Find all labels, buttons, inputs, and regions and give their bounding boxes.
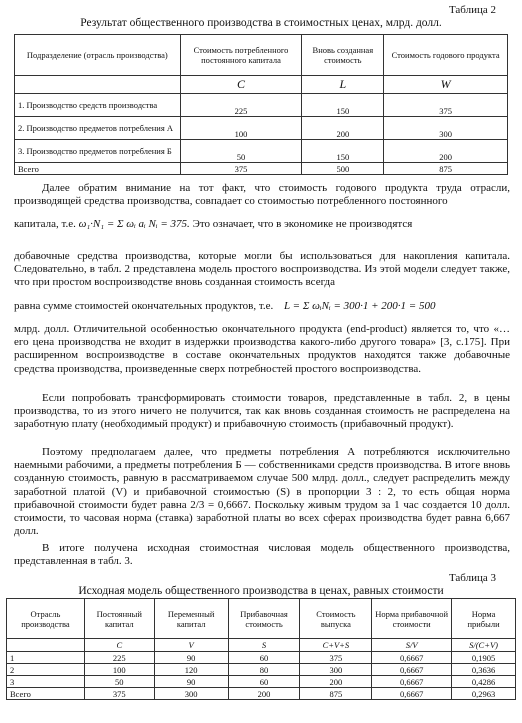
table3-symbol: S bbox=[228, 639, 300, 652]
table3-cell: 60 bbox=[228, 676, 300, 688]
table3-cell: 0,3636 bbox=[452, 664, 516, 676]
table2-symbol: L bbox=[302, 76, 384, 94]
table2-symbol: C bbox=[180, 76, 302, 94]
table3-cell: 0,6667 bbox=[372, 652, 452, 664]
table2-cell: 875 bbox=[384, 163, 508, 175]
table3-symbol: S/V bbox=[372, 639, 452, 652]
formula-l-sum: L = Σ ωᵢNᵢ = 300·1 + 200·1 = 500 bbox=[283, 300, 436, 312]
table-row bbox=[15, 94, 508, 117]
table2-header-row bbox=[15, 35, 508, 76]
table3-label: Таблица 3 bbox=[448, 572, 496, 584]
table3-cell: 50 bbox=[84, 676, 154, 688]
table3-cell: 225 bbox=[84, 652, 154, 664]
table3-cell: 300 bbox=[154, 688, 228, 700]
table2-cell: 500 bbox=[302, 163, 384, 175]
paragraph: Далее обратим внимание на тот факт, что стоимость годового продукта труда отрасли, производящей средства производства, совпадает со стоимостью потребленного постоянного bbox=[14, 182, 510, 208]
table3-cell: 3 bbox=[7, 676, 85, 688]
table3-header: Переменный капитал bbox=[154, 599, 228, 639]
table3-cell: 375 bbox=[300, 652, 372, 664]
table3-header: Отрасль производства bbox=[7, 599, 85, 639]
table3-symbol: V bbox=[154, 639, 228, 652]
paragraph-fragment: Это означает, что в экономике не производятся bbox=[192, 218, 413, 230]
table3-cell: 100 bbox=[84, 664, 154, 676]
table3-cell: 90 bbox=[154, 676, 228, 688]
table3-header-row bbox=[7, 599, 516, 639]
body-text-4 bbox=[14, 392, 510, 432]
table2-header: Вновь созданная стоимость bbox=[302, 35, 384, 76]
table3-cell: 0,6667 bbox=[372, 676, 452, 688]
table2-row-name: Всего bbox=[15, 163, 181, 175]
table3-cell: 875 bbox=[300, 688, 372, 700]
table3-header: Стоимость выпуска bbox=[300, 599, 372, 639]
table3-cell: 0,2963 bbox=[452, 688, 516, 700]
table2-cell: 50 bbox=[180, 140, 302, 163]
body-text-1 bbox=[14, 182, 510, 208]
table-row bbox=[7, 664, 516, 676]
table3-header: Постоянный капитал bbox=[84, 599, 154, 639]
table3-symbol: C bbox=[84, 639, 154, 652]
table2-cell: 375 bbox=[180, 163, 302, 175]
formula-line-1 bbox=[14, 218, 510, 231]
table2-cell: 200 bbox=[302, 117, 384, 140]
table3-header: Норма прибавочной стоимости bbox=[372, 599, 452, 639]
table2-cell: 150 bbox=[302, 94, 384, 117]
table2-header: Стоимость потребленного постоянного капитала bbox=[180, 35, 302, 76]
table2-header: Подразделение (отрасль производства) bbox=[15, 35, 181, 76]
table2-symbol: W bbox=[384, 76, 508, 94]
table3-cell: Всего bbox=[7, 688, 85, 700]
table3-cell: 120 bbox=[154, 664, 228, 676]
paragraph: добавочные средства производства, которые могли бы использоваться для накопления капитала. Следовательно, в табл. 2 представлена модель простого воспроизводства. Из этой модели следует также, что при простом воспроизводстве вновь созданная стоимость всегда bbox=[14, 250, 510, 289]
body-text-6 bbox=[14, 542, 510, 568]
table3-cell: 200 bbox=[300, 676, 372, 688]
table2-cell: 200 bbox=[384, 140, 508, 163]
paragraph: Поэтому предполагаем далее, что предметы потребления А потребляются исключительно наемными рабочими, а предметы потребления Б — собственниками средств производства. В итоге вновь созданную стоимость, равную в рассматриваемом случае 500 млрд. долл., следует распределить между заработной платой (V) и прибавочной стоимостью (S) в пропорции 3 : 2, то есть общая норма прибавочной стоимости будет равна 2/3 = 0,6667. Поскольку живым трудом за 1 час создается 10 долл. стоимости, то часовая норма (ставка) заработной платы во всех сферах производства будет равна 6,667 долл. bbox=[14, 446, 510, 538]
table3-symbol: S/(C+V) bbox=[452, 639, 516, 652]
table3-cell: 375 bbox=[84, 688, 154, 700]
table2-row-name: 3. Производство предметов потребления Б bbox=[15, 140, 181, 163]
table2-cell: 225 bbox=[180, 94, 302, 117]
table3-cell: 0,4286 bbox=[452, 676, 516, 688]
table3-cell: 1 bbox=[7, 652, 85, 664]
table3 bbox=[6, 598, 516, 700]
table3-header: Прибавочная стоимость bbox=[228, 599, 300, 639]
table3-cell: 0,6667 bbox=[372, 664, 452, 676]
formula-omega-n: ω₁·N₁ = Σ ωᵢ aᵢ Nᵢ = 375. bbox=[78, 218, 190, 230]
table-row bbox=[15, 117, 508, 140]
table3-cell: 200 bbox=[228, 688, 300, 700]
table3-symbol-row bbox=[7, 639, 516, 652]
table3-cell: 60 bbox=[228, 652, 300, 664]
table-row bbox=[15, 140, 508, 163]
table3-header: Норма прибыли bbox=[452, 599, 516, 639]
table2-caption: Результат общественного производства в стоимостных ценах, млрд. долл. bbox=[80, 17, 442, 29]
table3-caption: Исходная модель общественного производства в ценах, равных стоимости bbox=[78, 585, 444, 597]
table3-cell: 300 bbox=[300, 664, 372, 676]
table2-cell: 375 bbox=[384, 94, 508, 117]
table2-cell: 150 bbox=[302, 140, 384, 163]
table-row bbox=[7, 652, 516, 664]
body-text-5 bbox=[14, 446, 510, 538]
table-row bbox=[15, 163, 508, 175]
table3-cell: 0,1905 bbox=[452, 652, 516, 664]
body-text-2 bbox=[14, 250, 510, 290]
paragraph-fragment: капитала, т.е. bbox=[14, 218, 76, 230]
table-row bbox=[7, 676, 516, 688]
table3-cell: 2 bbox=[7, 664, 85, 676]
table2-symbol-row bbox=[15, 76, 508, 94]
paragraph-fragment: равна сумме стоимостей окончательных продуктов, т.е. bbox=[14, 300, 274, 312]
table2-label: Таблица 2 bbox=[448, 4, 496, 16]
table2-row-name: 2. Производство предметов потребления А bbox=[15, 117, 181, 140]
table3-cell: 90 bbox=[154, 652, 228, 664]
formula-line-2 bbox=[14, 300, 510, 313]
table3-cell: 80 bbox=[228, 664, 300, 676]
table2-header: Стоимость годового продукта bbox=[384, 35, 508, 76]
table2-cell: 300 bbox=[384, 117, 508, 140]
paragraph: В итоге получена исходная стоимостная числовая модель общественного производства, представленная в табл. 3. bbox=[14, 542, 510, 568]
body-text-3 bbox=[14, 323, 510, 376]
table3-symbol: C+V+S bbox=[300, 639, 372, 652]
table2 bbox=[14, 34, 508, 175]
paragraph: Если попробовать трансформировать стоимости товаров, представленные в табл. 2, в цены производства, то из этого ничего не получится, так как вновь созданная стоимость не распределена на заработную плату (необходимый продукт) и прибавочную стоимость (прибавочный продукт). bbox=[14, 392, 510, 431]
table3-cell: 0,6667 bbox=[372, 688, 452, 700]
paragraph: млрд. долл. Отличительной особенностью окончательного продукта (end-product) является то, что «… его цена производства не входит в издержки производства какого-либо другого товара» [3, с.175]. При расширенном воспроизводстве в составе окончательных продуктов находятся также добавочные средства производства, произведенные сверх потребностей простого воспроизводства. bbox=[14, 323, 510, 375]
table-row bbox=[7, 688, 516, 700]
table2-cell: 100 bbox=[180, 117, 302, 140]
table2-row-name: 1. Производство средств производства bbox=[15, 94, 181, 117]
